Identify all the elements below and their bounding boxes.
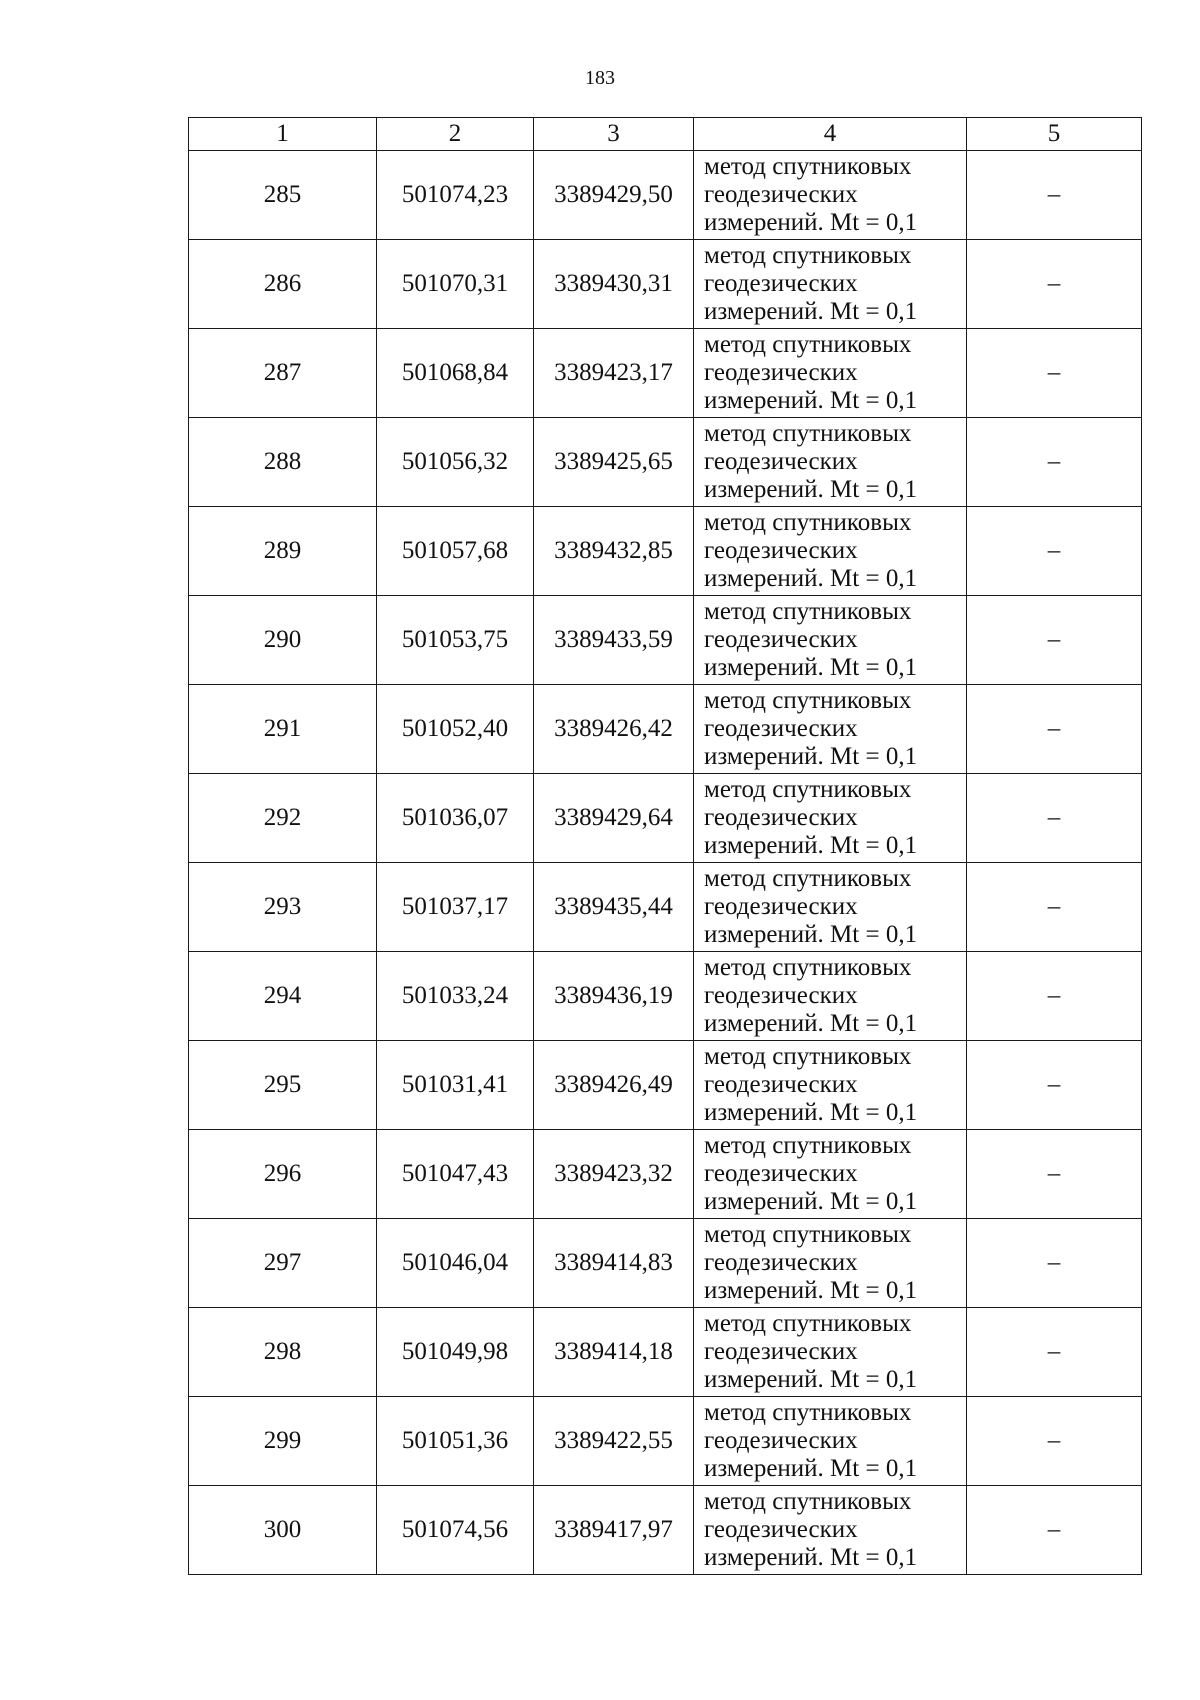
point-number-cell: 294 (189, 952, 377, 1041)
y-coordinate-cell: 3389414,83 (534, 1219, 694, 1308)
method-cell (694, 240, 967, 329)
method-line: измерений. Mt = 0,1 (704, 298, 918, 325)
point-number-cell: 299 (189, 1397, 377, 1486)
method-line: измерений. Mt = 0,1 (704, 387, 918, 414)
table-row (189, 1397, 1142, 1486)
method-cell (694, 507, 967, 596)
method-line: геодезических (704, 270, 858, 297)
method-line: геодезических (704, 448, 858, 475)
y-coordinate-cell: 3389430,31 (534, 240, 694, 329)
method-line: геодезических (704, 537, 858, 564)
method-cell (694, 685, 967, 774)
point-number-cell: 293 (189, 863, 377, 952)
table-row (189, 240, 1142, 329)
x-coordinate-cell: 501049,98 (377, 1308, 534, 1397)
y-coordinate-cell: 3389423,32 (534, 1130, 694, 1219)
header-row (189, 118, 1142, 151)
method-line: измерений. Mt = 0,1 (704, 1544, 918, 1571)
note-cell: – (967, 1397, 1142, 1486)
method-line: измерений. Mt = 0,1 (704, 1366, 918, 1393)
note-cell: – (967, 1130, 1142, 1219)
point-number-cell: 297 (189, 1219, 377, 1308)
method-line: измерений. Mt = 0,1 (704, 1277, 918, 1304)
y-coordinate-cell: 3389417,97 (534, 1486, 694, 1575)
note-cell: – (967, 418, 1142, 507)
method-line: геодезических (704, 359, 858, 386)
note-cell: – (967, 596, 1142, 685)
x-coordinate-cell: 501031,41 (377, 1041, 534, 1130)
point-number-cell: 286 (189, 240, 377, 329)
method-line: метод спутниковых (704, 1221, 912, 1248)
point-number-cell: 292 (189, 774, 377, 863)
y-coordinate-cell: 3389436,19 (534, 952, 694, 1041)
method-line: геодезических (704, 626, 858, 653)
method-line: измерений. Mt = 0,1 (704, 743, 918, 770)
method-line: измерений. Mt = 0,1 (704, 1188, 918, 1215)
method-cell (694, 1041, 967, 1130)
x-coordinate-cell: 501047,43 (377, 1130, 534, 1219)
method-line: измерений. Mt = 0,1 (704, 832, 918, 859)
point-number-cell: 300 (189, 1486, 377, 1575)
method-line: метод спутниковых (704, 420, 912, 447)
note-cell: – (967, 685, 1142, 774)
point-number-cell: 296 (189, 1130, 377, 1219)
table-row (189, 1308, 1142, 1397)
method-line: метод спутниковых (704, 1399, 912, 1426)
y-coordinate-cell: 3389432,85 (534, 507, 694, 596)
method-line: метод спутниковых (704, 1488, 912, 1515)
y-coordinate-cell: 3389429,64 (534, 774, 694, 863)
method-line: метод спутниковых (704, 1132, 912, 1159)
method-line: измерений. Mt = 0,1 (704, 1010, 918, 1037)
y-coordinate-cell: 3389423,17 (534, 329, 694, 418)
note-cell: – (967, 1486, 1142, 1575)
method-cell (694, 596, 967, 685)
y-coordinate-cell: 3389433,59 (534, 596, 694, 685)
method-cell (694, 774, 967, 863)
coordinates-table (188, 117, 1142, 1575)
y-coordinate-cell: 3389414,18 (534, 1308, 694, 1397)
x-coordinate-cell: 501053,75 (377, 596, 534, 685)
point-number-cell: 298 (189, 1308, 377, 1397)
note-cell: – (967, 774, 1142, 863)
table-header (189, 118, 1142, 151)
note-cell: – (967, 507, 1142, 596)
method-line: геодезических (704, 893, 858, 920)
header-cell-5: 5 (967, 118, 1142, 151)
method-cell (694, 418, 967, 507)
x-coordinate-cell: 501052,40 (377, 685, 534, 774)
x-coordinate-cell: 501033,24 (377, 952, 534, 1041)
table-row (189, 418, 1142, 507)
method-line: метод спутниковых (704, 509, 912, 536)
x-coordinate-cell: 501070,31 (377, 240, 534, 329)
method-cell (694, 1486, 967, 1575)
table-row (189, 507, 1142, 596)
table-row (189, 1041, 1142, 1130)
table-row (189, 685, 1142, 774)
y-coordinate-cell: 3389435,44 (534, 863, 694, 952)
point-number-cell: 295 (189, 1041, 377, 1130)
header-cell-3: 3 (534, 118, 694, 151)
method-line: метод спутниковых (704, 1310, 912, 1337)
note-cell: – (967, 1041, 1142, 1130)
method-line: метод спутниковых (704, 242, 912, 269)
method-line: метод спутниковых (704, 598, 912, 625)
note-cell: – (967, 1308, 1142, 1397)
header-cell-4: 4 (694, 118, 967, 151)
table-row (189, 1130, 1142, 1219)
method-line: геодезических (704, 715, 858, 742)
x-coordinate-cell: 501037,17 (377, 863, 534, 952)
x-coordinate-cell: 501068,84 (377, 329, 534, 418)
method-cell (694, 1130, 967, 1219)
method-line: метод спутниковых (704, 1043, 912, 1070)
header-cell-1: 1 (189, 118, 377, 151)
method-line: метод спутниковых (704, 954, 912, 981)
method-cell (694, 1308, 967, 1397)
note-cell: – (967, 329, 1142, 418)
header-cell-2: 2 (377, 118, 534, 151)
note-cell: – (967, 240, 1142, 329)
method-line: геодезических (704, 1249, 858, 1276)
note-cell: – (967, 151, 1142, 240)
y-coordinate-cell: 3389426,49 (534, 1041, 694, 1130)
method-cell (694, 1219, 967, 1308)
method-line: геодезических (704, 1427, 858, 1454)
method-cell (694, 1397, 967, 1486)
x-coordinate-cell: 501046,04 (377, 1219, 534, 1308)
method-line: измерений. Mt = 0,1 (704, 1455, 918, 1482)
point-number-cell: 285 (189, 151, 377, 240)
method-line: метод спутниковых (704, 687, 912, 714)
x-coordinate-cell: 501057,68 (377, 507, 534, 596)
table-row (189, 329, 1142, 418)
y-coordinate-cell: 3389429,50 (534, 151, 694, 240)
method-cell (694, 151, 967, 240)
table-row (189, 596, 1142, 685)
table-row (189, 1219, 1142, 1308)
note-cell: – (967, 1219, 1142, 1308)
method-line: измерений. Mt = 0,1 (704, 565, 918, 592)
method-line: геодезических (704, 1338, 858, 1365)
x-coordinate-cell: 501074,56 (377, 1486, 534, 1575)
method-line: геодезических (704, 804, 858, 831)
point-number-cell: 288 (189, 418, 377, 507)
method-line: метод спутниковых (704, 331, 912, 358)
table-row (189, 952, 1142, 1041)
point-number-cell: 287 (189, 329, 377, 418)
method-line: измерений. Mt = 0,1 (704, 1099, 918, 1126)
point-number-cell: 291 (189, 685, 377, 774)
method-line: измерений. Mt = 0,1 (704, 654, 918, 681)
x-coordinate-cell: 501074,23 (377, 151, 534, 240)
x-coordinate-cell: 501056,32 (377, 418, 534, 507)
method-line: геодезических (704, 1516, 858, 1543)
page-number: 183 (585, 67, 615, 89)
table-row (189, 863, 1142, 952)
table-row (189, 1486, 1142, 1575)
method-line: метод спутниковых (704, 776, 912, 803)
note-cell: – (967, 863, 1142, 952)
point-number-cell: 290 (189, 596, 377, 685)
x-coordinate-cell: 501036,07 (377, 774, 534, 863)
method-line: измерений. Mt = 0,1 (704, 921, 918, 948)
method-line: метод спутниковых (704, 865, 912, 892)
method-line: геодезических (704, 1071, 858, 1098)
y-coordinate-cell: 3389425,65 (534, 418, 694, 507)
note-cell: – (967, 952, 1142, 1041)
method-cell (694, 952, 967, 1041)
method-cell (694, 329, 967, 418)
method-line: метод спутниковых (704, 153, 912, 180)
method-line: измерений. Mt = 0,1 (704, 209, 918, 236)
method-line: геодезических (704, 1160, 858, 1187)
point-number-cell: 289 (189, 507, 377, 596)
method-cell (694, 863, 967, 952)
y-coordinate-cell: 3389422,55 (534, 1397, 694, 1486)
table-row (189, 151, 1142, 240)
x-coordinate-cell: 501051,36 (377, 1397, 534, 1486)
table-row (189, 774, 1142, 863)
method-line: геодезических (704, 982, 858, 1009)
y-coordinate-cell: 3389426,42 (534, 685, 694, 774)
method-line: геодезических (704, 181, 858, 208)
table-body (189, 151, 1142, 1575)
method-line: измерений. Mt = 0,1 (704, 476, 918, 503)
